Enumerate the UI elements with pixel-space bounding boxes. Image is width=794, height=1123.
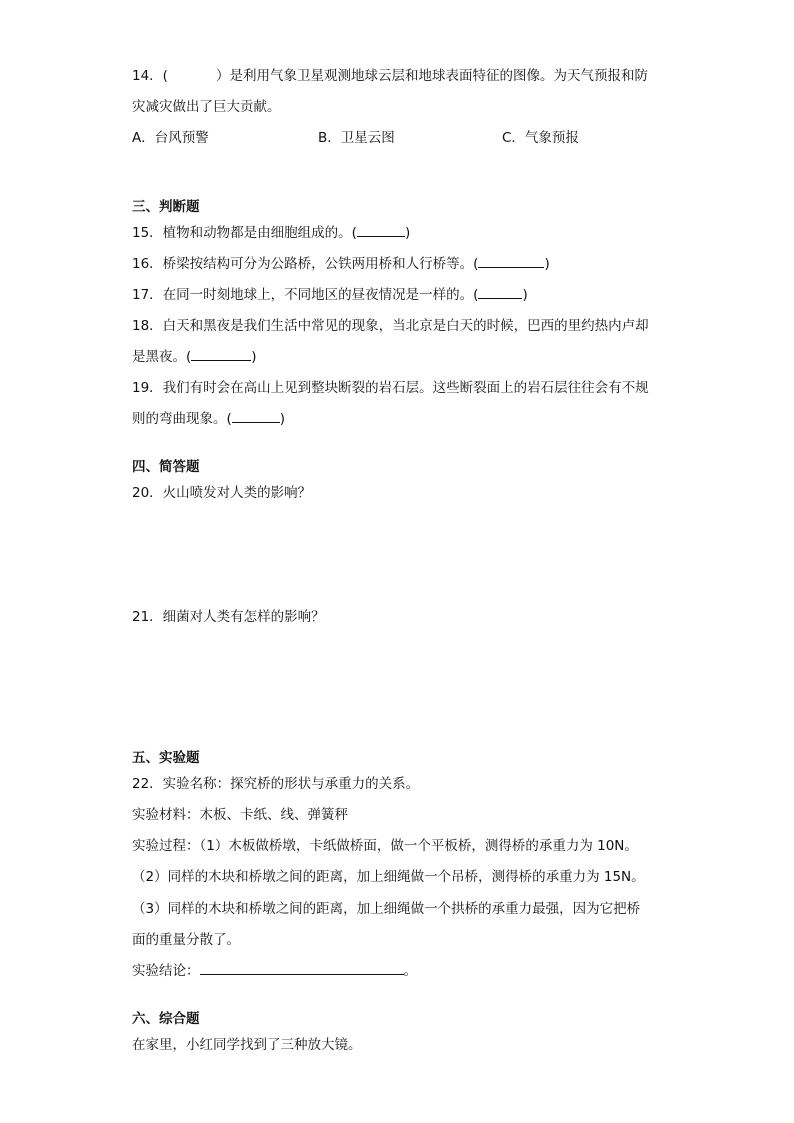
q22-conclusion <box>132 962 417 980</box>
q17-close: ) <box>522 287 528 303</box>
q19-line2 <box>132 410 285 428</box>
q16-close: ) <box>544 256 550 272</box>
q15-blank[interactable] <box>357 224 405 237</box>
q14-number: 14．( <box>132 68 168 84</box>
q22-conclusion-blank[interactable] <box>200 962 404 975</box>
q16-blank[interactable] <box>478 255 544 268</box>
section4-title: 四、简答题 <box>132 459 200 475</box>
q18-close: ) <box>251 349 257 365</box>
q14-option-c[interactable]: C．气象预报 <box>502 130 579 146</box>
section5-title: 五、实验题 <box>132 750 200 766</box>
q18-line1: 18．白天和黑夜是我们生活中常见的现象，当北京是白天的时候，巴西的里约热内卢却 <box>132 318 649 334</box>
q22-process-1: 实验过程：（1）木板做桥墩，卡纸做桥面，做一个平板桥，测得桥的承重力为 10N。 <box>132 838 638 854</box>
q18-blank[interactable] <box>191 348 251 361</box>
q20: 20．火山喷发对人类的影响？ <box>132 485 312 501</box>
q22-conclusion-period: 。 <box>403 963 417 979</box>
q22-process-2: （2）同样的木块和桥墩之间的距离，加上细绳做一个吊桥，测得桥的承重力为 15N。 <box>132 869 645 885</box>
q19-blank[interactable] <box>232 410 280 423</box>
q22-process-3b: 面的重量分散了。 <box>132 932 240 948</box>
section6-title: 六、综合题 <box>132 1011 200 1027</box>
q16-text: 16．桥梁按结构可分为公路桥，公铁两用桥和人行桥等。( <box>132 256 479 272</box>
q19-line1: 19．我们有时会在高山上见到整块断裂的岩石层。这些断裂面上的岩石层往往会有不规 <box>132 380 649 396</box>
q22-name: 22．实验名称：探究桥的形状与承重力的关系。 <box>132 776 420 792</box>
q15-text: 15．植物和动物都是由细胞组成的。( <box>132 225 357 241</box>
q14-line2: 灾减灾做出了巨大贡献。 <box>132 99 281 115</box>
section3-title: 三、判断题 <box>132 199 200 215</box>
q21: 21．细菌对人类有怎样的影响？ <box>132 609 325 625</box>
q19-text: 则的弯曲现象。( <box>132 411 232 427</box>
q22-process-3a: （3）同样的木块和桥墩之间的距离，加上细绳做一个拱桥的承重力最强，因为它把桥 <box>132 901 641 917</box>
q19-close: ) <box>279 411 286 427</box>
q17 <box>132 286 528 304</box>
q15-close: ) <box>404 225 411 241</box>
q17-text: 17．在同一时刻地球上，不同地区的昼夜情况是一样的。( <box>132 287 479 303</box>
q14-text: ）是利用气象卫星观测地球云层和地球表面特征的图像。为天气预报和防 <box>215 68 648 84</box>
q14-option-b[interactable]: B．卫星云图 <box>318 130 395 146</box>
section6-intro: 在家里，小红同学找到了三种放大镜。 <box>132 1037 362 1053</box>
q22-materials: 实验材料：木板、卡纸、线、弹簧秤 <box>132 807 348 823</box>
q18-text: 是黑夜。( <box>132 349 192 365</box>
q18-line2 <box>132 348 257 366</box>
q15 <box>132 224 410 242</box>
q17-blank[interactable] <box>478 286 522 299</box>
q14-option-a[interactable]: A．台风预警 <box>132 130 209 146</box>
q14-blank[interactable] <box>168 68 216 80</box>
q22-conclusion-label: 实验结论： <box>132 963 200 979</box>
q16 <box>132 255 550 273</box>
q14-line1 <box>132 67 648 85</box>
